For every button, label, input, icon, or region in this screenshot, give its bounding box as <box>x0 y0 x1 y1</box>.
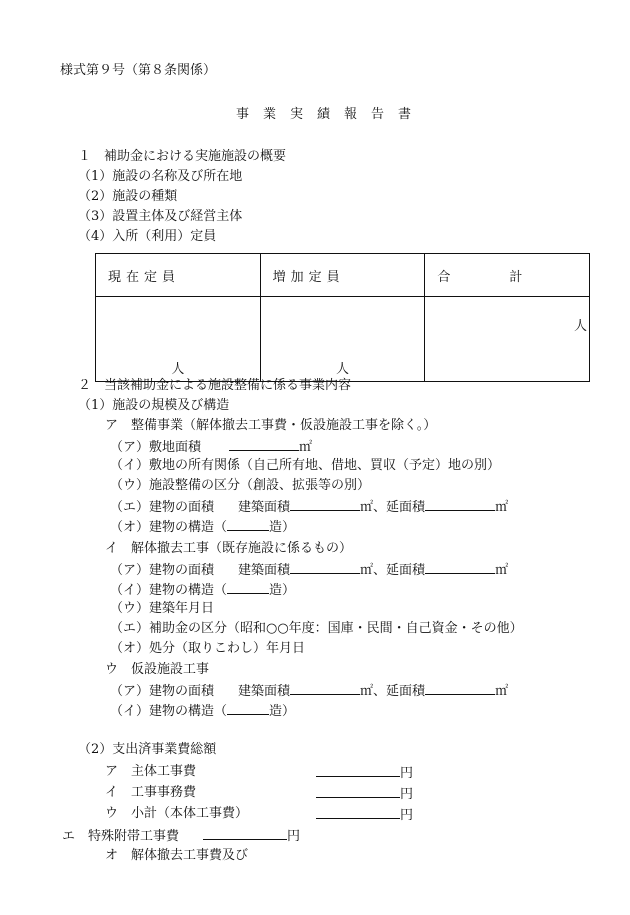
unit-person: 人 <box>335 362 349 377</box>
unit-m2: ㎡ <box>495 500 509 515</box>
unit-yen: 円 <box>400 787 414 802</box>
disposal-date: （オ）処分（取りこわし）年月日 <box>110 641 306 656</box>
unit-m2: ㎡ <box>360 684 374 699</box>
cost-subtotal-label: ウ 小計（本体工事費） <box>105 806 249 821</box>
cost-special-field[interactable] <box>203 827 287 840</box>
building-area-line-u <box>110 682 508 700</box>
cost-admin-label: イ 工事事務費 <box>105 785 197 800</box>
floor-area-caption: 、延面積 <box>373 563 426 578</box>
building-area-line-a <box>110 498 508 516</box>
structure-field[interactable] <box>227 702 269 715</box>
cost-subtotal-value <box>316 806 413 824</box>
item-operator: （3）設置主体及び経営主体 <box>78 209 243 224</box>
item-total-expenditure: （2）支出済事業費総額 <box>78 742 217 757</box>
building-area-line-i <box>110 561 508 579</box>
subsidy-category: （エ）補助金の区分（昭和○○年度：国庫・民間・自己資金・その他） <box>110 621 523 636</box>
floor-area-field[interactable] <box>425 682 495 695</box>
document-title: 事業実績報告書 <box>236 107 426 122</box>
unit-m2: ㎡ <box>360 563 374 578</box>
unit-person: 人 <box>171 362 185 377</box>
building-structure-line-u <box>110 702 295 720</box>
building-area-label: （エ）建物の面積 <box>110 500 215 515</box>
cost-subtotal-field[interactable] <box>316 806 400 819</box>
cost-demolition-label: オ 解体撤去工事費及び <box>105 848 249 863</box>
item-capacity: （4）入所（利用）定員 <box>78 229 217 244</box>
unit-yen: 円 <box>400 808 414 823</box>
floor-area-caption: 、延面積 <box>373 500 426 515</box>
building-area-field[interactable] <box>290 682 360 695</box>
structure-field[interactable] <box>227 518 269 531</box>
structure-suffix: 造） <box>269 704 296 719</box>
structure-label: （オ）建物の構造（ <box>110 520 228 535</box>
building-structure-line-a <box>110 518 295 536</box>
subsection-i-title: イ 解体撤去工事（既存施設に係るもの） <box>105 541 353 556</box>
site-area-line <box>110 438 312 456</box>
cost-admin-value <box>316 785 413 803</box>
site-area-field[interactable] <box>229 438 299 451</box>
structure-suffix: 造） <box>269 520 296 535</box>
unit-person: 人 <box>573 319 587 334</box>
building-area-label: （ア）建物の面積 <box>110 684 215 699</box>
cell-added-capacity <box>260 297 425 382</box>
floor-area-field[interactable] <box>425 561 495 574</box>
unit-m2: ㎡ <box>495 563 509 578</box>
cost-main-label: ア 主体工事費 <box>105 764 197 779</box>
building-area-field[interactable] <box>290 561 360 574</box>
building-area-caption: 建築面積 <box>238 563 291 578</box>
floor-area-caption: 、延面積 <box>373 684 426 699</box>
unit-yen: 円 <box>287 829 301 844</box>
building-structure-line-i <box>110 581 295 599</box>
site-ownership: （イ）敷地の所有関係（自己所有地、借地、買収（予定）地の別） <box>110 458 501 473</box>
unit-m2: ㎡ <box>299 440 313 455</box>
form-number: 様式第９号（第８条関係） <box>60 63 217 78</box>
development-category: （ウ）施設整備の区分（創設、拡張等の別） <box>110 478 371 493</box>
unit-yen: 円 <box>400 766 414 781</box>
cell-total <box>425 297 590 382</box>
subsection-u-title: ウ 仮設施設工事 <box>105 662 210 677</box>
header-added-capacity: 増加定員 <box>260 254 425 297</box>
cell-current-capacity <box>96 297 261 382</box>
construction-date: （ウ）建築年月日 <box>110 601 215 616</box>
subsection-a-title: ア 整備事業（解体撤去工事費・仮設施設工事を除く。） <box>105 418 437 433</box>
cost-main-value <box>316 764 413 782</box>
cost-admin-field[interactable] <box>316 785 400 798</box>
header-current-capacity: 現在定員 <box>96 254 261 297</box>
building-area-field[interactable] <box>290 498 360 511</box>
capacity-table <box>95 253 590 382</box>
structure-suffix: 造） <box>269 583 296 598</box>
floor-area-field[interactable] <box>425 498 495 511</box>
cost-special-line <box>62 827 300 845</box>
unit-m2: ㎡ <box>360 500 374 515</box>
section-1-heading: １ 補助金における実施施設の概要 <box>78 149 287 164</box>
section-2-heading: ２ 当該補助金による施設整備に係る事業内容 <box>78 378 352 393</box>
structure-label: （イ）建物の構造（ <box>110 583 228 598</box>
structure-label: （イ）建物の構造（ <box>110 704 228 719</box>
building-area-label: （ア）建物の面積 <box>110 563 215 578</box>
structure-field[interactable] <box>227 581 269 594</box>
item-scale-structure: （1）施設の規模及び構造 <box>78 398 230 413</box>
header-total: 合 計 <box>425 254 590 297</box>
unit-m2: ㎡ <box>495 684 509 699</box>
cost-main-field[interactable] <box>316 764 400 777</box>
item-facility-name: （1）施設の名称及び所在地 <box>78 169 243 184</box>
building-area-caption: 建築面積 <box>238 684 291 699</box>
item-facility-type: （2）施設の種類 <box>78 189 178 204</box>
site-area-label: （ア）敷地面積 <box>110 440 202 455</box>
building-area-caption: 建築面積 <box>238 500 291 515</box>
cost-special-label: エ 特殊附帯工事費 <box>62 829 180 844</box>
